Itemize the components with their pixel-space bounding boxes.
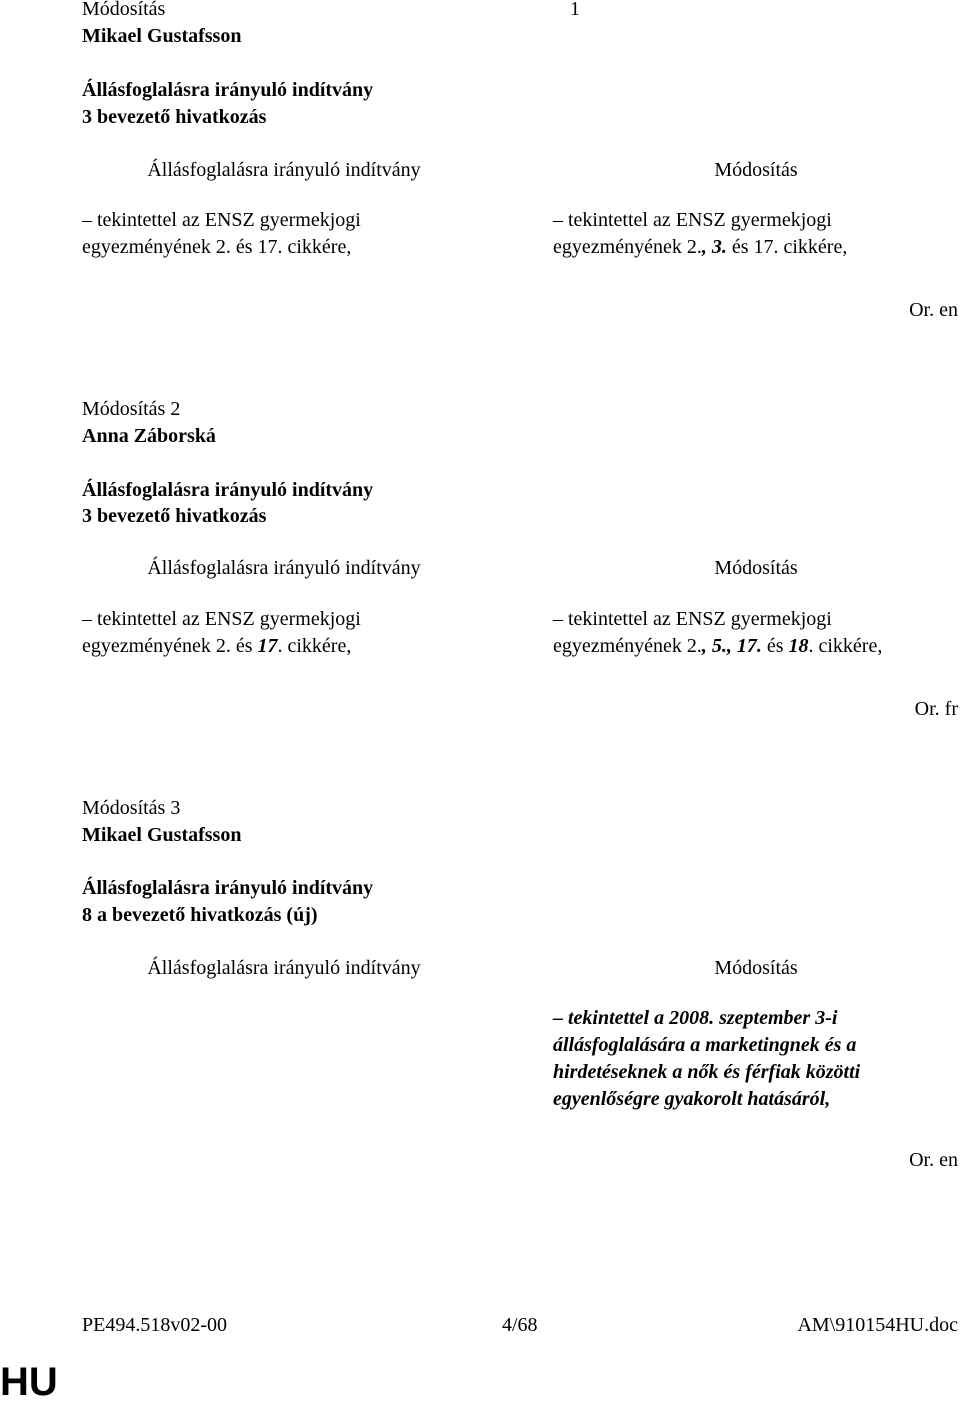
amendment-2-right-column-header: Módosítás <box>714 557 798 579</box>
text-line: – tekintettel az ENSZ gyermekjogi <box>82 608 361 630</box>
text-line: egyezményének 2., 5., 17. és 18. cikkére, <box>553 635 883 657</box>
amendment-1-number: 1 <box>570 0 580 20</box>
amendment-2-citation: 3 bevezető hivatkozás <box>82 505 267 527</box>
text-line: állásfoglalására a marketingnek és a <box>553 1034 857 1056</box>
amendment-3-author: Mikael Gustafsson <box>82 824 242 846</box>
amendment-1-amended-text <box>553 207 847 261</box>
amendment-2-original-language: Or. fr <box>914 698 958 720</box>
amendment-3-right-column-header: Módosítás <box>714 957 798 979</box>
amendment-1-right-column-header: Módosítás <box>714 159 798 181</box>
footer-page-number: 4/68 <box>502 1314 538 1336</box>
text-line: egyezményének 2. és 17. cikkére, <box>82 635 352 657</box>
text-line: egyezményének 2. és 17. cikkére, <box>82 236 352 258</box>
amendment-3-left-column-header: Állásfoglalásra irányuló indítvány <box>147 957 421 979</box>
text-line: egyezményének 2., 3. és 17. cikkére, <box>553 236 848 258</box>
changed-text: 18 <box>788 635 809 657</box>
amendment-3-original-language: Or. en <box>909 1149 958 1171</box>
text-line: – tekintettel a 2008. szeptember 3-i <box>553 1007 838 1029</box>
text-line: hirdetéseknek a nők és férfiak közötti <box>553 1061 861 1083</box>
text-line: – tekintettel az ENSZ gyermekjogi <box>553 608 832 630</box>
amendment-3-citation: 8 a bevezető hivatkozás (új) <box>82 904 318 926</box>
amendment-2-amended-text <box>553 606 882 660</box>
amendment-2-original-text <box>82 606 361 660</box>
language-code-badge: HU <box>0 1360 58 1404</box>
footer-doc-ref: PE494.518v02-00 <box>82 1314 227 1336</box>
amendment-1-author: Mikael Gustafsson <box>82 25 242 47</box>
amendment-1-original-language: Or. en <box>909 299 958 321</box>
amendment-1-left-column-header: Állásfoglalásra irányuló indítvány <box>147 159 421 181</box>
amendment-2-doc-title: Állásfoglalásra irányuló indítvány <box>82 479 374 501</box>
changed-text: 17 <box>257 635 278 657</box>
amendment-1-doc-title: Állásfoglalásra irányuló indítvány <box>82 79 374 101</box>
text-line: egyenlőségre gyakorolt hatásáról, <box>553 1088 831 1110</box>
amendment-1-label: Módosítás <box>82 0 166 20</box>
amendment-1-original-text <box>82 207 361 261</box>
amendment-3-doc-title: Állásfoglalásra irányuló indítvány <box>82 877 374 899</box>
inserted-text: , 3. <box>701 236 727 258</box>
amendment-2-left-column-header: Állásfoglalásra irányuló indítvány <box>147 557 421 579</box>
amendment-2-heading: Módosítás 2 <box>82 398 181 420</box>
amendment-3-heading: Módosítás 3 <box>82 797 181 819</box>
amendment-1-citation: 3 bevezető hivatkozás <box>82 106 267 128</box>
inserted-text: , 5., 17. <box>701 635 762 657</box>
amendment-3-amended-text <box>553 1005 860 1113</box>
text-line: – tekintettel az ENSZ gyermekjogi <box>553 209 832 231</box>
text-line: – tekintettel az ENSZ gyermekjogi <box>82 209 361 231</box>
amendment-2-author: Anna Záborská <box>82 425 216 447</box>
footer-file-ref: AM\910154HU.doc <box>797 1314 958 1336</box>
